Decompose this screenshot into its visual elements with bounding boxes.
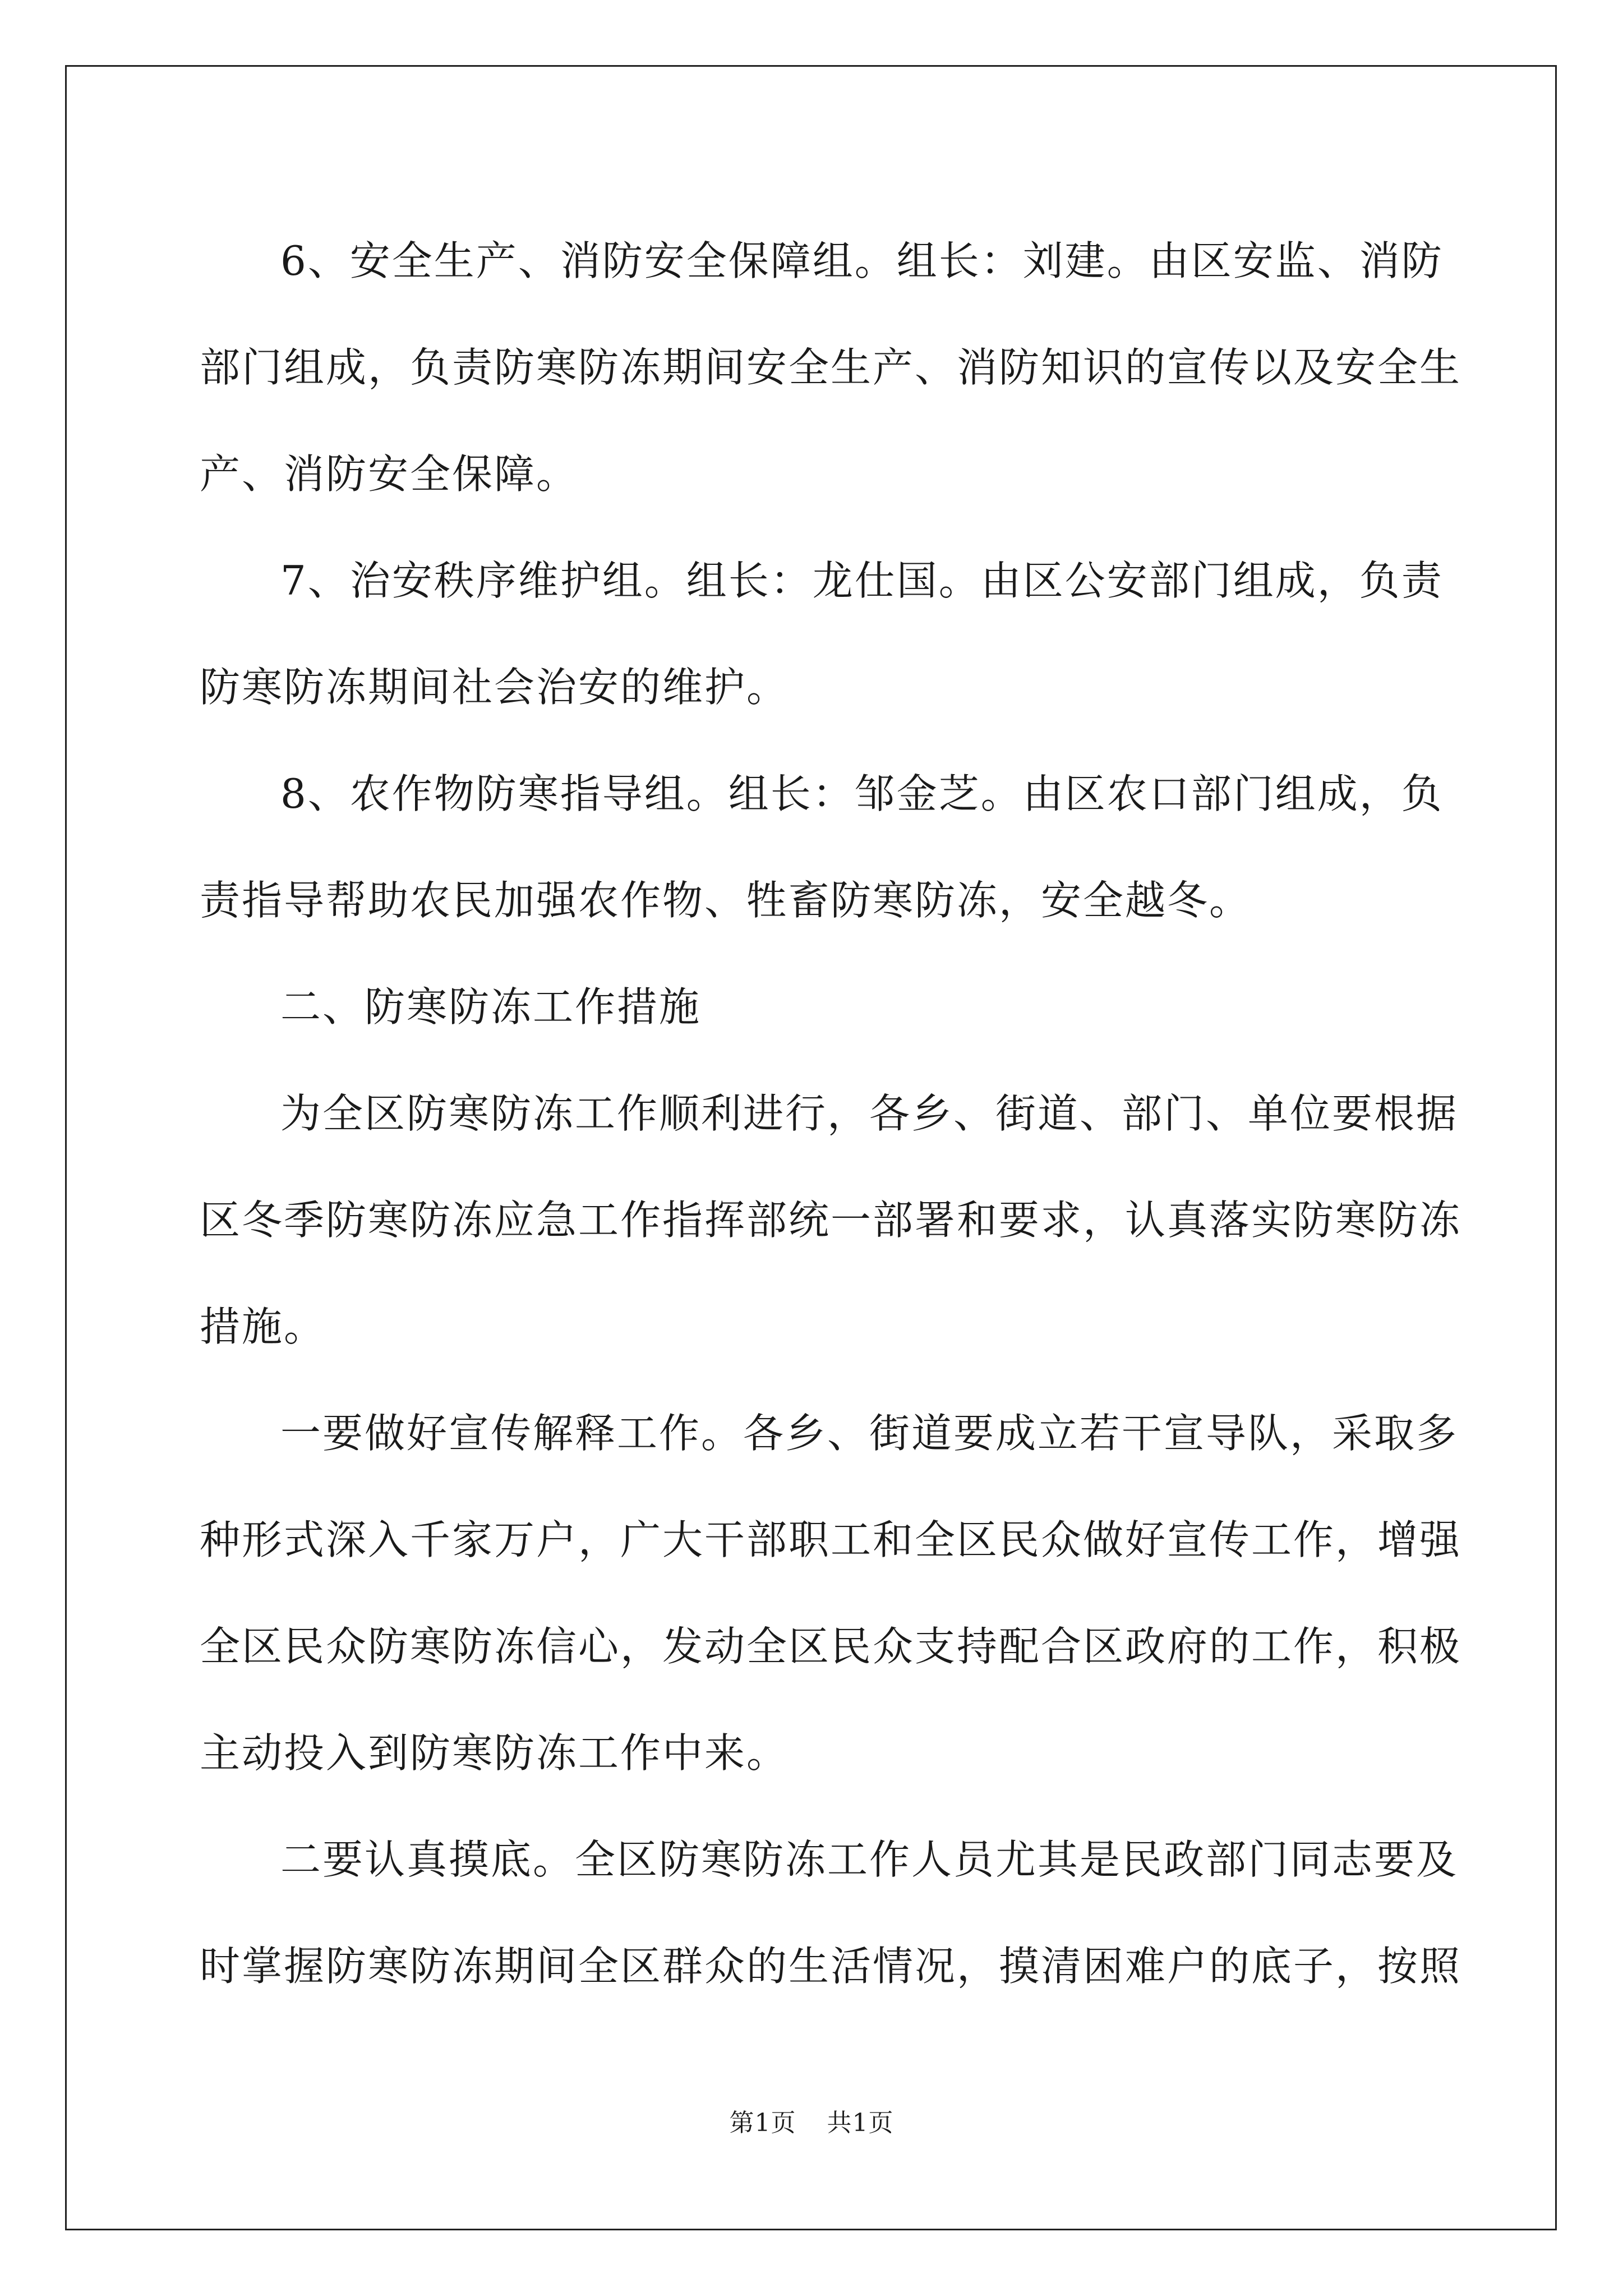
page-total: 共1页 — [827, 2109, 894, 2137]
section-heading-measures: 二、防寒防冻工作措施 — [280, 983, 702, 1030]
paragraph-measures-intro: 为全区防寒防冻工作顺利进行，各乡、街道、部门、单位要根据区冬季防寒防冻应急工作指挥部统一部署和要求，认真落实防寒防冻措施。 — [200, 1090, 1462, 1350]
paragraph-survey: 二要认真摸底。全区防寒防冻工作人员尤其是民政部门同志要及时掌握防寒防冻期间全区群众的生活情况，摸清困难户的底子，按照 — [200, 1836, 1462, 1990]
paragraph-safety-group: 6、安全生产、消防安全保障组。组长：刘建。由区安监、消防部门组成，负责防寒防冻期间安全生产、消防知识的宣传以及安全生产、消防安全保障。 — [200, 237, 1462, 498]
page-footer — [0, 2102, 1623, 2138]
paragraph-security-group: 7、治安秩序维护组。组长：龙仕国。由区公安部门组成，负责防寒防冻期间社会治安的维护。 — [200, 557, 1444, 711]
document-body — [200, 208, 1467, 2019]
paragraph-publicity: 一要做好宣传解释工作。各乡、街道要成立若干宣导队，采取多种形式深入千家万户，广大干部职工和全区民众做好宣传工作，增强全区民众防寒防冻信心，发动全区民众支持配合区政府的工作，积极主动投入到防寒防冻工作中来。 — [200, 1410, 1462, 1777]
paragraph-crop-group: 8、农作物防寒指导组。组长：邹金芝。由区农口部门组成，负责指导帮助农民加强农作物、牲畜防寒防冻，安全越冬。 — [200, 770, 1444, 924]
page-number: 第1页 — [729, 2109, 796, 2137]
